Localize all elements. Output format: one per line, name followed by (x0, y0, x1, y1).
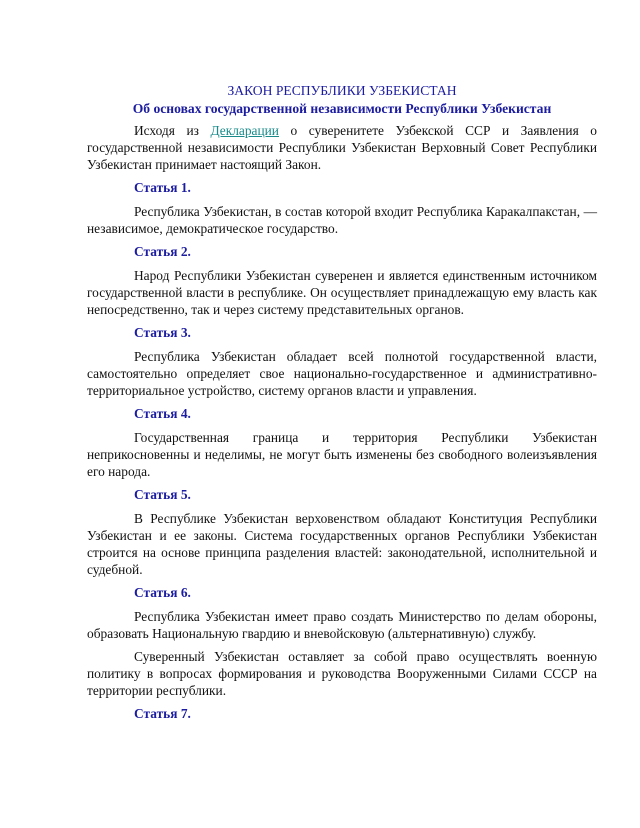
article-6-heading: Статья 6. (134, 585, 191, 600)
article-6-paragraph-2: Суверенный Узбекистан оставляет за собой право осуществлять военную политику в вопросах формирования и руководства Вооруженными Силами СССР на территории республики. (87, 649, 597, 698)
preamble-paragraph (87, 122, 597, 173)
article-3-heading: Статья 3. (134, 325, 191, 340)
article-1-heading: Статья 1. (134, 180, 191, 195)
declaration-link[interactable]: Декларации (210, 123, 279, 138)
article-4-paragraph: Государственная граница и территория Республики Узбекистан неприкосновенны и неделимы, не могут быть изменены без свободного волеизъявления его народа. (87, 430, 597, 479)
article-2-paragraph: Народ Республики Узбекистан суверенен и является единственным источником государственной власти в республике. Он осуществляет принадлежащую ему власть как непосредственно, так и через систему представительных органов. (87, 268, 597, 317)
article-1-paragraph: Республика Узбекистан, в состав которой входит Республика Каракалпакстан, — независимое, демократическое государство. (87, 204, 597, 236)
article-5-heading: Статья 5. (134, 487, 191, 502)
preamble-text-end: о суверенитете Узбекской ССР и Заявления о государственной независимости Республики Узбекистан Верховный Совет Республики Узбекистан принимает настоящий Закон. (87, 123, 597, 172)
article-5-paragraph: В Республике Узбекистан верховенством обладают Конституция Республики Узбекистан и ее законы. Система государственных органов Республики Узбекистан строится на основе принципа разделения властей: законодательной, исполнительной и судебной. (87, 511, 597, 577)
article-2-heading: Статья 2. (134, 244, 191, 259)
article-3-paragraph: Республика Узбекистан обладает всей полнотой государственной власти, самостоятельно определяет свое национально-государственное и административно-территориальное устройство, систему органов власти и управления. (87, 349, 597, 398)
preamble-text-start: Исходя из (134, 123, 211, 138)
document-title: ЗАКОН РЕСПУБЛИКИ УЗБЕКИСТАН (227, 83, 457, 98)
document-subtitle: Об основах государственной независимости Республики Узбекистан (132, 101, 552, 116)
article-4-heading: Статья 4. (134, 406, 191, 421)
article-7-heading: Статья 7. (134, 706, 191, 721)
document-page (87, 82, 597, 729)
article-6-paragraph-1: Республика Узбекистан имеет право создать Министерство по делам обороны, образовать Национальную гвардию и вневойсковую (альтернативную) службу. (87, 609, 597, 641)
